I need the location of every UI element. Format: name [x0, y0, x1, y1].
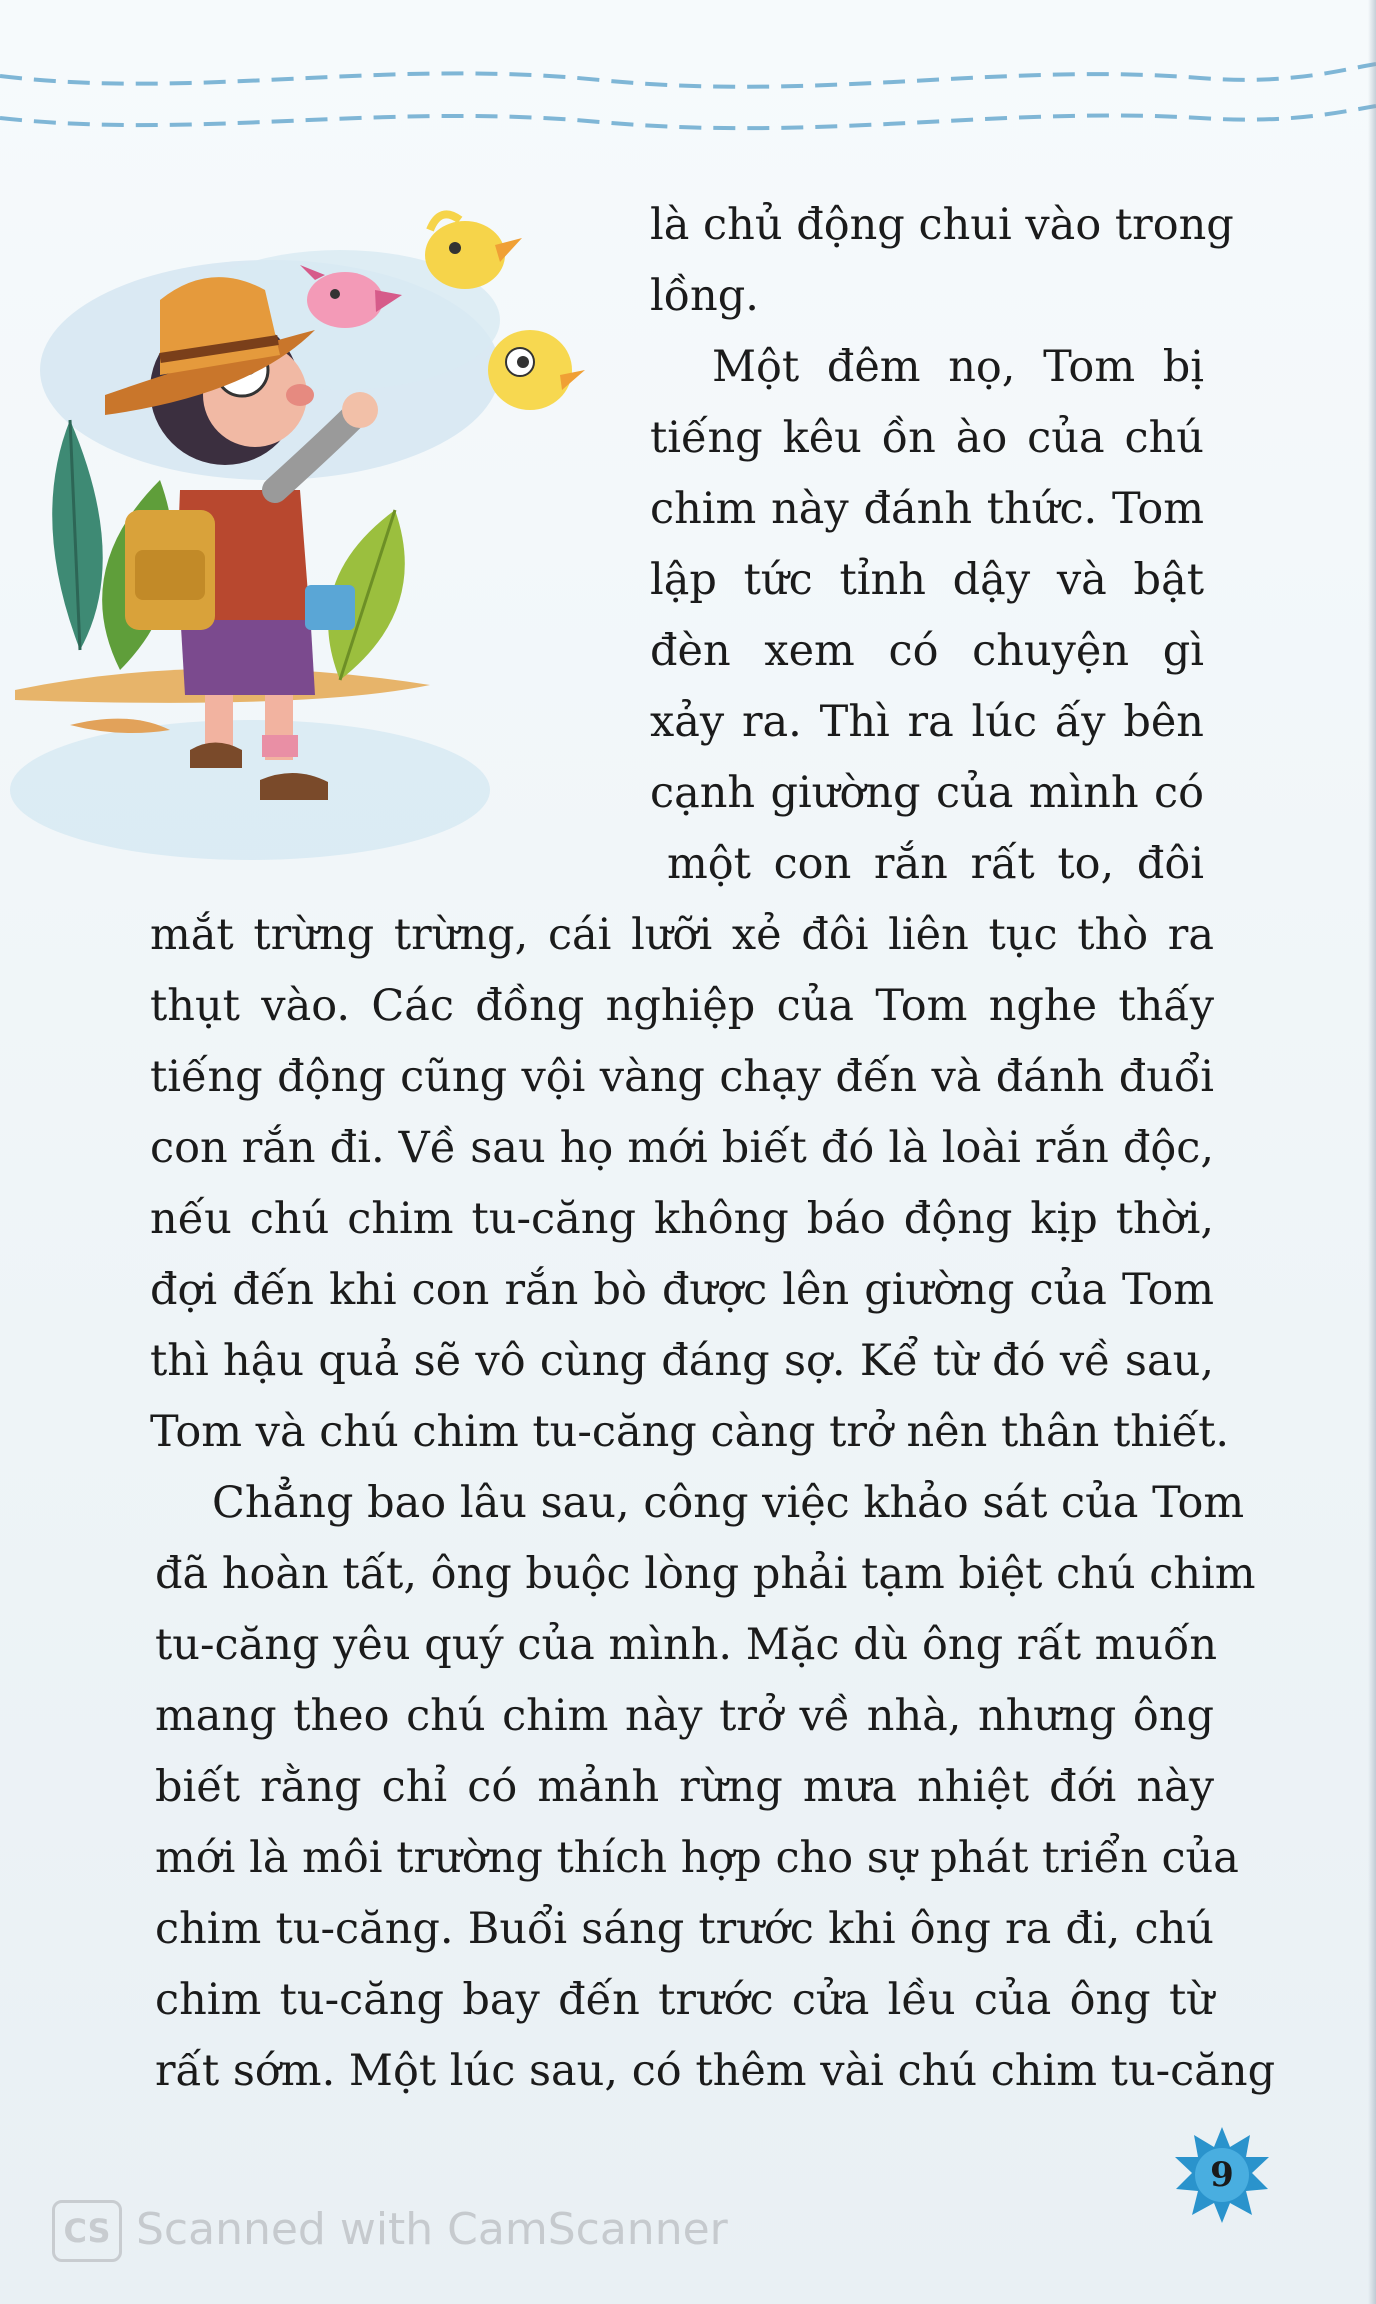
- paragraph-line: Tom và chú chim tu-căng càng trở nên thân thiết.: [150, 1407, 1230, 1457]
- explorer-illustration: [10, 190, 610, 880]
- paragraph-line: cạnh giường của mình có: [650, 768, 1204, 818]
- paragraph-line: mang theo chú chim này trở về nhà, nhưng ông: [155, 1691, 1214, 1741]
- paragraph-line: thì hậu quả sẽ vô cùng đáng sợ. Kể từ đó về sau,: [150, 1336, 1214, 1386]
- page-edge: [1368, 0, 1376, 2304]
- paragraph-line: một con rắn rất to, đôi: [667, 839, 1204, 889]
- camscanner-logo-icon: CS: [52, 2200, 122, 2262]
- paragraph-line: tiếng kêu ồn ào của chú: [650, 413, 1204, 463]
- paragraph-line: tiếng động cũng vội vàng chạy đến và đánh đuổi: [150, 1052, 1214, 1102]
- paragraph-line: lập tức tỉnh dậy và bật: [650, 555, 1204, 605]
- paragraph-line: chim này đánh thức. Tom: [650, 484, 1204, 534]
- paragraph-line: chim tu-căng. Buổi sáng trước khi ông ra đi, chú: [155, 1904, 1214, 1954]
- paragraph-line: đợi đến khi con rắn bò được lên giường của Tom: [150, 1265, 1214, 1315]
- yellow-bird-bottom: [488, 330, 585, 410]
- paragraph-line: thụt vào. Các đồng nghiệp của Tom nghe thấy: [150, 981, 1214, 1031]
- yellow-bird-top: [425, 214, 522, 289]
- paragraph-line: chim tu-căng bay đến trước cửa lều của ông từ: [155, 1975, 1214, 2025]
- paragraph-line: đã hoàn tất, ông buộc lòng phải tạm biệt chú chim: [155, 1549, 1256, 1599]
- camscanner-watermark: Scanned with CamScanner: [136, 2204, 728, 2255]
- paragraph-line: rất sớm. Một lúc sau, có thêm vài chú chim tu-căng: [155, 2046, 1276, 2096]
- paragraph-line: Một đêm nọ, Tom bị: [712, 342, 1204, 392]
- paragraph-line: nếu chú chim tu-căng không báo động kịp thời,: [150, 1194, 1214, 1244]
- paragraph-line: tu-căng yêu quý của mình. Mặc dù ông rất muốn: [155, 1620, 1218, 1670]
- paragraph-line: Chẳng bao lâu sau, công việc khảo sát của Tom: [212, 1478, 1245, 1528]
- paragraph-line: đèn xem có chuyện gì: [650, 626, 1204, 676]
- paragraph-line: mắt trừng trừng, cái lưỡi xẻ đôi liên tục thò ra: [150, 910, 1214, 960]
- dashed-wave-border: [0, 40, 1376, 150]
- paragraph-line: xảy ra. Thì ra lúc ấy bên: [650, 697, 1204, 747]
- paragraph-line: biết rằng chỉ có mảnh rừng mưa nhiệt đới này: [155, 1762, 1214, 1812]
- paragraph-line: mới là môi trường thích hợp cho sự phát triển của: [155, 1833, 1239, 1883]
- page-number: 9: [1210, 2155, 1234, 2195]
- paragraph-line: là chủ động chui vào trong: [650, 200, 1234, 250]
- paragraph-line: con rắn đi. Về sau họ mới biết đó là loài rắn độc,: [150, 1123, 1214, 1173]
- paragraph-line: lồng.: [650, 271, 759, 321]
